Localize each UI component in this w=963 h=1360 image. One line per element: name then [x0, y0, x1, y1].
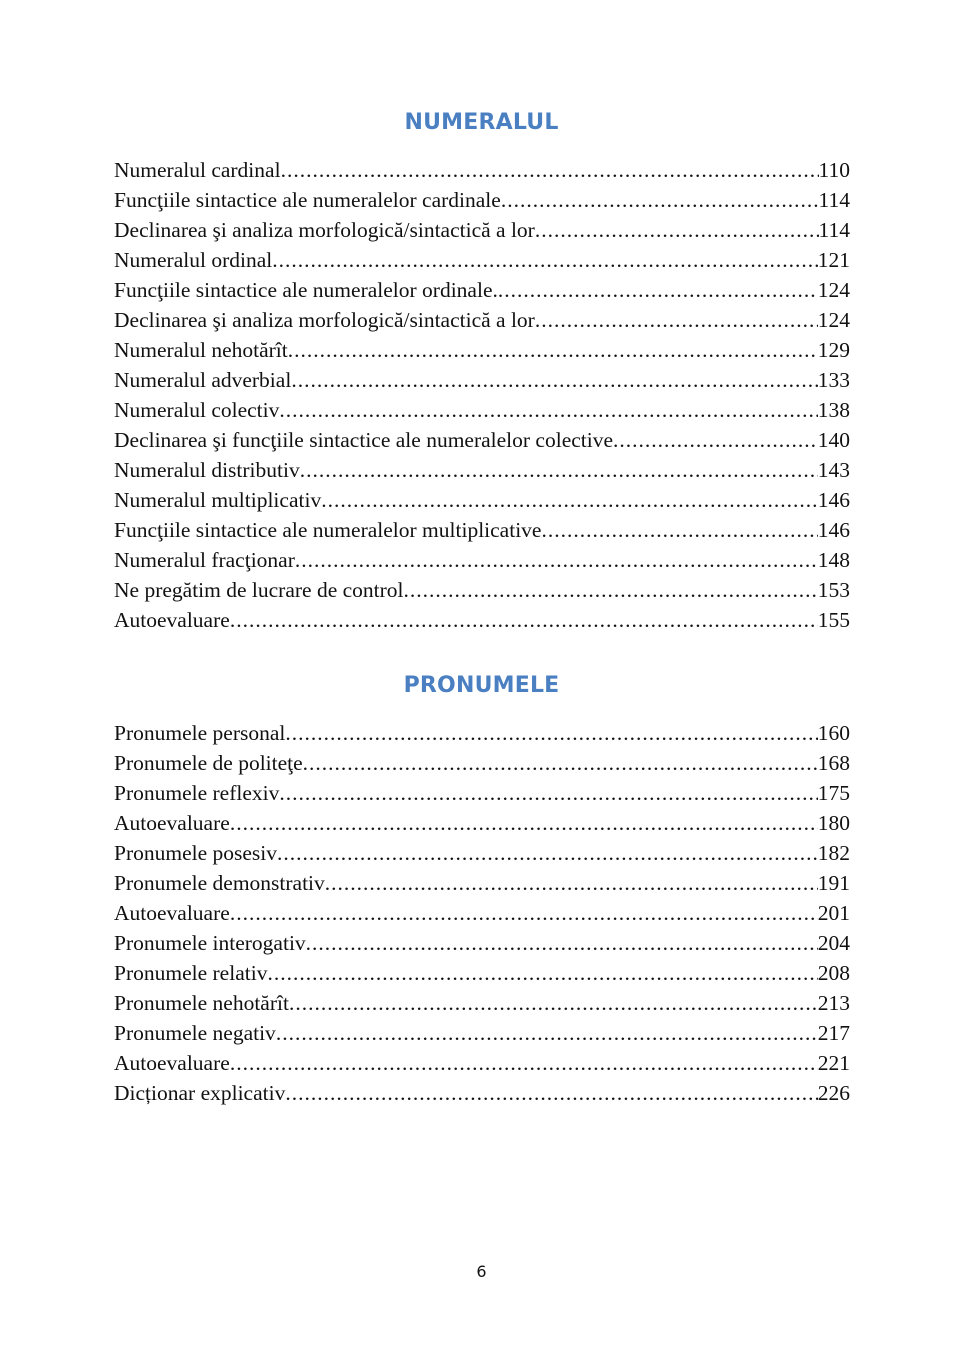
- toc-entry-title: Pronumele interogativ: [114, 931, 306, 955]
- toc-entry-title: Pronumele relativ: [114, 961, 268, 985]
- dot-leader: [279, 395, 817, 425]
- toc-entry-title: Autoevaluare: [114, 811, 230, 835]
- toc-entry-title: Numeralul fracţionar: [114, 548, 295, 572]
- toc-list-pronumele: [114, 718, 850, 1108]
- toc-entry[interactable]: [114, 958, 850, 988]
- toc-entry[interactable]: [114, 395, 850, 425]
- toc-entry-title: Funcţiile sintactice ale numeralelor multiplicative: [114, 518, 542, 542]
- toc-entry[interactable]: [114, 1048, 850, 1078]
- dot-leader: [230, 1048, 818, 1078]
- dot-leader: [281, 155, 819, 185]
- toc-entry-page: 217: [817, 1021, 850, 1045]
- toc-entry-title: Pronumele reflexiv: [114, 781, 280, 805]
- toc-entry-title: Numeralul ordinal: [114, 248, 273, 272]
- toc-entry-title: Pronumele demonstrativ: [114, 871, 325, 895]
- dot-leader: [279, 778, 817, 808]
- toc-entry[interactable]: [114, 365, 850, 395]
- toc-entry-title: Numeralul cardinal: [114, 158, 281, 182]
- toc-entry-page: 180: [817, 811, 850, 835]
- toc-entry-title: Declinarea şi analiza morfologică/sintactică a lor: [114, 218, 535, 242]
- toc-entry-page: 208: [817, 961, 850, 985]
- toc-entry-page: 226: [817, 1081, 850, 1105]
- toc-entry[interactable]: [114, 335, 850, 365]
- toc-entry-title: Funcţiile sintactice ale numeralelor cardinale: [114, 188, 501, 212]
- dot-leader: [230, 605, 818, 635]
- toc-entry-page: 201: [817, 901, 850, 925]
- toc-entry-title: Numeralul multiplicativ: [114, 488, 322, 512]
- toc-entry[interactable]: [114, 515, 850, 545]
- toc-entry-title: Declinarea şi funcţiile sintactice ale numeralelor colective: [114, 428, 614, 452]
- dot-leader: [325, 868, 818, 898]
- toc-entry-title: Pronumele de politeţe: [114, 751, 303, 775]
- dot-leader: [285, 718, 817, 748]
- toc-entry[interactable]: [114, 1078, 850, 1108]
- toc-entry-page: 204: [817, 931, 850, 955]
- dot-leader: [501, 185, 819, 215]
- toc-entry[interactable]: [114, 305, 850, 335]
- toc-entry-page: 133: [817, 368, 850, 392]
- dot-leader: [321, 485, 818, 515]
- toc-entry[interactable]: [114, 575, 850, 605]
- toc-entry-page: 114: [818, 218, 850, 242]
- toc-entry-title: Ne pregătim de lucrare de control: [114, 578, 404, 602]
- dot-leader: [288, 335, 818, 365]
- dot-leader: [272, 245, 818, 275]
- toc-entry[interactable]: [114, 838, 850, 868]
- dot-leader: [306, 928, 818, 958]
- dot-leader: [613, 425, 818, 455]
- dot-leader: [535, 305, 818, 335]
- section-title-pronumele: PRONUMELE: [403, 673, 560, 698]
- toc-entry-page: 114: [818, 188, 850, 212]
- toc-entry-title: Pronumele nehotărît: [114, 991, 289, 1015]
- toc-entry-title: Pronumele negativ: [114, 1021, 276, 1045]
- toc-entry-title: Autoevaluare: [114, 608, 230, 632]
- toc-entry[interactable]: [114, 605, 850, 635]
- toc-entry-title: Numeralul adverbial: [114, 368, 292, 392]
- toc-entry-page: 129: [817, 338, 850, 362]
- toc-entry-title: Numeralul colectiv: [114, 398, 280, 422]
- toc-entry-title: Numeralul nehotărît: [114, 338, 288, 362]
- toc-entry-page: 221: [817, 1051, 850, 1075]
- toc-entry[interactable]: [114, 215, 850, 245]
- toc-entry[interactable]: [114, 545, 850, 575]
- toc-entry[interactable]: [114, 808, 850, 838]
- toc-entry[interactable]: [114, 425, 850, 455]
- dot-leader: [300, 455, 818, 485]
- toc-entry-title: Autoevaluare: [114, 901, 230, 925]
- toc-entry[interactable]: [114, 275, 850, 305]
- dot-leader: [303, 748, 818, 778]
- dot-leader: [277, 838, 818, 868]
- page-number: 6: [476, 1262, 487, 1281]
- toc-entry-page: 153: [817, 578, 850, 602]
- toc-entry-page: 160: [817, 721, 850, 745]
- dot-leader: [267, 958, 817, 988]
- toc-entry-title: Dicționar explicativ: [114, 1081, 286, 1105]
- toc-entry[interactable]: [114, 778, 850, 808]
- toc-entry-page: 138: [817, 398, 850, 422]
- toc-entry-page: 182: [817, 841, 850, 865]
- toc-entry-page: 148: [817, 548, 850, 572]
- toc-entry[interactable]: [114, 245, 850, 275]
- dot-leader: [285, 1078, 817, 1108]
- dot-leader: [535, 215, 819, 245]
- toc-entry-page: 121: [817, 248, 850, 272]
- toc-entry-title: Pronumele personal: [114, 721, 286, 745]
- dot-leader: [295, 545, 818, 575]
- toc-entry-page: 213: [817, 991, 850, 1015]
- toc-entry-page: 110: [818, 158, 850, 182]
- toc-entry[interactable]: [114, 898, 850, 928]
- dot-leader: [276, 1018, 818, 1048]
- toc-entry[interactable]: [114, 868, 850, 898]
- toc-entry-page: 168: [817, 751, 850, 775]
- toc-entry-title: Declinarea şi analiza morfologică/sintactică a lor: [114, 308, 535, 332]
- toc-entry-page: 124: [817, 308, 850, 332]
- toc-entry-page: 191: [817, 871, 850, 895]
- toc-entry-title: Funcţiile sintactice ale numeralelor ordinale.: [114, 278, 498, 302]
- toc-entry-page: 155: [817, 608, 850, 632]
- toc-entry[interactable]: [114, 988, 850, 1018]
- toc-entry-page: 143: [817, 458, 850, 482]
- toc-entry-page: 146: [817, 518, 850, 542]
- toc-entry[interactable]: [114, 455, 850, 485]
- toc-entry[interactable]: [114, 485, 850, 515]
- toc-entry-title: Pronumele posesiv: [114, 841, 278, 865]
- toc-entry[interactable]: [114, 748, 850, 778]
- dot-leader: [541, 515, 817, 545]
- toc-entry-page: 146: [817, 488, 850, 512]
- toc-entry[interactable]: [114, 928, 850, 958]
- toc-entry[interactable]: [114, 155, 850, 185]
- dot-leader: [291, 365, 817, 395]
- section-title-numeralul: NUMERALUL: [404, 110, 559, 135]
- dot-leader: [289, 988, 818, 1018]
- toc-entry[interactable]: [114, 718, 850, 748]
- dot-leader: [498, 275, 818, 305]
- toc-entry-page: 124: [817, 278, 850, 302]
- toc-entry-page: 175: [817, 781, 850, 805]
- toc-entry-title: Autoevaluare: [114, 1051, 230, 1075]
- dot-leader: [230, 898, 818, 928]
- dot-leader: [404, 575, 818, 605]
- dot-leader: [230, 808, 818, 838]
- toc-entry-page: 140: [817, 428, 850, 452]
- toc-entry[interactable]: [114, 1018, 850, 1048]
- toc-list-numeralul: [114, 155, 850, 635]
- toc-entry[interactable]: [114, 185, 850, 215]
- toc-entry-title: Numeralul distributiv: [114, 458, 300, 482]
